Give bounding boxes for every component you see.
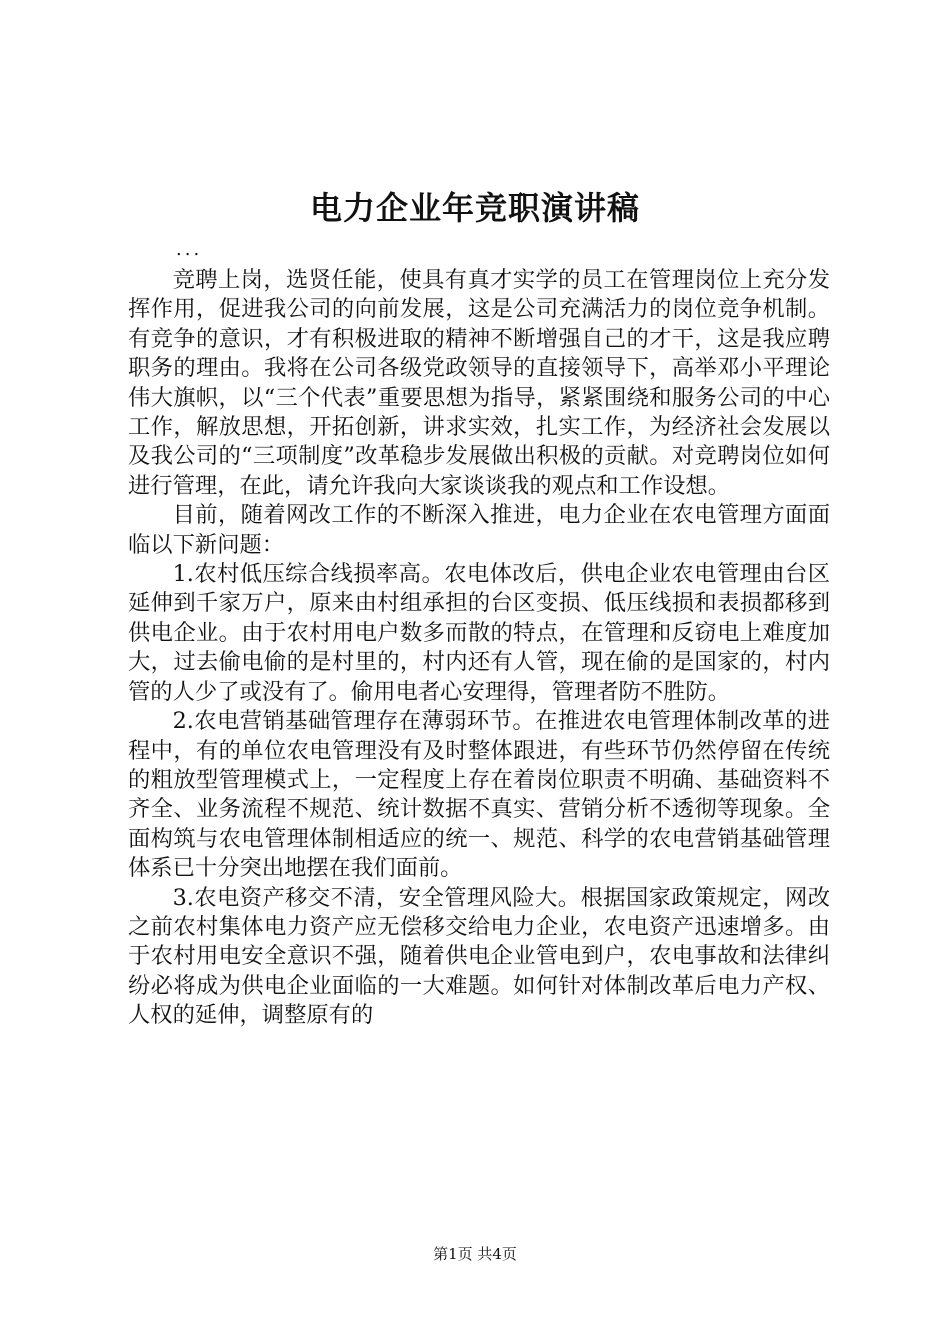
document-body xyxy=(128,266,830,1031)
paragraph-problem-2: 2.农电营销基础管理存在薄弱环节。在推进农电管理体制改革的进程中，有的单位农电管理没有及时整体跟进，有些环节仍然停留在传统的粗放型管理模式上，一定程度上存在着岗位职责不明确、基础资料不齐全、业务流程不规范、统计数据不真实、营销分析不透彻等现象。全面构筑与农电管理体制相适应的统一、规范、科学的农电营销基础管理体系已十分突出地摆在我们面前。 xyxy=(128,708,830,882)
paragraph-problem-3: 3.农电资产移交不清，安全管理风险大。根据国家政策规定，网改之前农村集体电力资产应无偿移交给电力企业，农电资产迅速增多。由于农村用电安全意识不强，随着供电企业管电到户，农电事故和法律纠纷必将成为供电企业面临的一大难题。如何针对体制改革后电力产权、人权的延伸，调整原有的 xyxy=(128,884,830,1029)
page-title: 电力企业年竞职演讲稿 xyxy=(309,189,640,227)
page-number-footer: 第1页 共4页 xyxy=(433,1245,517,1263)
paragraph-intro: 竞聘上岗，选贤任能，使具有真才实学的员工在管理岗位上充分发挥作用，促进我公司的向前发展，这是公司充满活力的岗位竞争机制。有竞争的意识，才有积极进取的精神不断增强自己的才干，这是我应聘职务的理由。我将在公司各级党政领导的直接领导下，高举邓小平理论伟大旗帜，以“三个代表”重要思想为指导，紧紧围绕和服务公司的中心工作，解放思想，开拓创新，讲求实效，扎实工作，为经济社会发展以及我公司的“三项制度”改革稳步发展做出积极的贡献。对竞聘岗位如何进行管理，在此，请允许我向大家谈谈我的观点和工作设想。 xyxy=(128,267,830,499)
paragraph-problem-1: 1.农村低压综合线损率高。农电体改后，供电企业农电管理由台区延伸到千家万户，原来由村组承担的台区变损、低压线损和表损都移到供电企业。由于农村用电户数多而散的特点，在管理和反窃电上难度加大，过去偷电偷的是村里的，村内还有人管，现在偷的是国家的，村内管的人少了或没有了。偷用电者心安理得，管理者防不胜防。 xyxy=(128,561,830,705)
paragraph-problems-intro: 目前，随着网改工作的不断深入推进，电力企业在农电管理方面面临以下新问题： xyxy=(128,502,830,558)
ellipsis-marker: ... xyxy=(176,239,203,260)
